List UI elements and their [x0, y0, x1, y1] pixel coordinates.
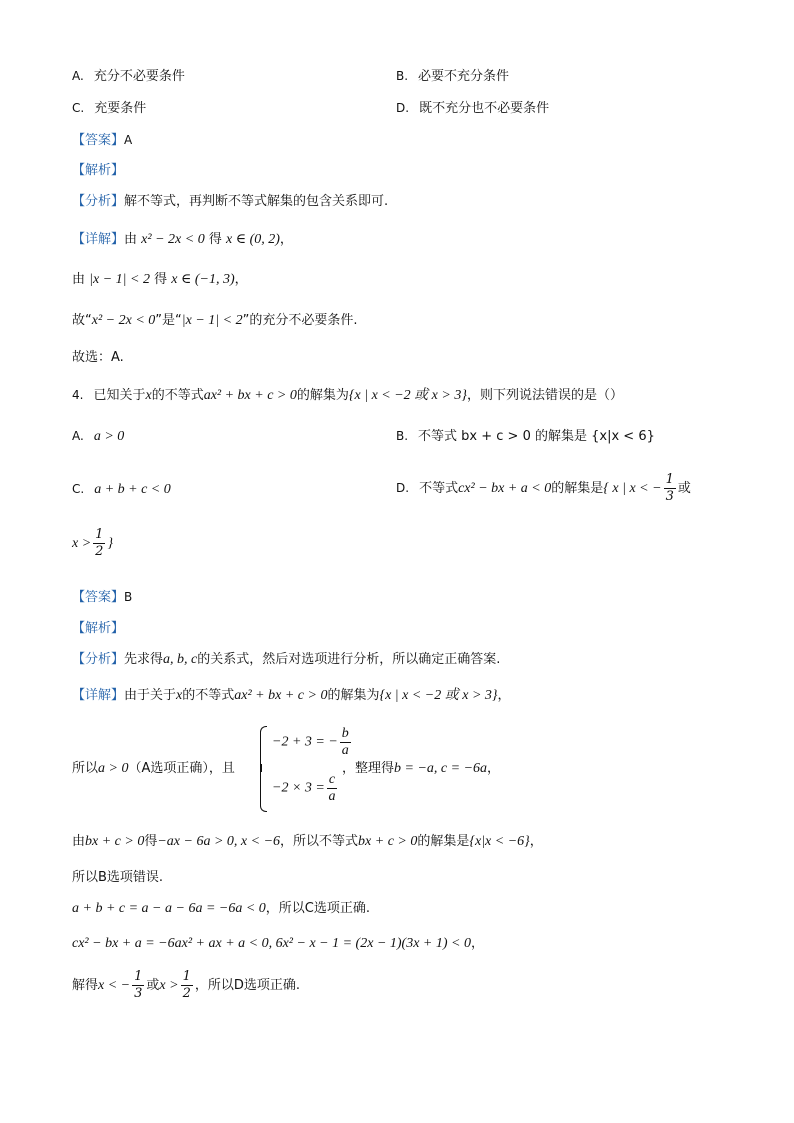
- option-label: A.: [72, 69, 84, 83]
- text: 故“: [72, 313, 92, 328]
- option-label: C.: [72, 482, 85, 496]
- option-text: a + b + c < 0: [94, 482, 171, 497]
- text: 得: [144, 834, 158, 849]
- math-expr: a > 0: [98, 761, 129, 776]
- math-expr: ax² + bx + c > 0: [234, 688, 328, 703]
- text: ，所以不等式: [280, 834, 359, 849]
- fraction: [340, 726, 351, 759]
- text: 的解集是: [417, 834, 470, 849]
- text: ，: [279, 232, 293, 247]
- text: 的解集是: [551, 481, 604, 496]
- frac-den: a: [341, 743, 349, 758]
- math-expr: x >: [72, 536, 92, 551]
- equation-1: [272, 726, 353, 759]
- text: 由: [72, 834, 86, 849]
- text: 先求得: [124, 652, 164, 667]
- text: 解得: [72, 978, 99, 993]
- q4-detail-line-7: [72, 966, 300, 1006]
- q4-detail-line-4: [72, 869, 163, 887]
- math-expr: |x − 1| < 2: [181, 313, 243, 328]
- text: ”的充分不必要条件.: [242, 313, 358, 328]
- math-set: {x | x < −2 或 x > 3}: [348, 388, 467, 403]
- text: ，整理得: [342, 761, 395, 776]
- math-var: x: [145, 388, 152, 403]
- frac-num: 1: [134, 969, 143, 984]
- text: 得: [208, 232, 222, 247]
- text: 由: [72, 272, 86, 287]
- q4-answer: [72, 588, 142, 607]
- text: 所以: [72, 761, 99, 776]
- eq-left: −2 × 3 =: [272, 780, 325, 796]
- q4-detail-line-2-right: [342, 760, 500, 778]
- math-expr: x ∈ (0, 2): [226, 232, 280, 247]
- answer-value: A: [124, 133, 133, 147]
- answer-value: B: [124, 590, 133, 604]
- q4-stem: [72, 386, 623, 405]
- text: ，: [497, 688, 511, 703]
- text: ，: [234, 272, 248, 287]
- text: 或: [677, 481, 691, 496]
- text: 已知关于: [93, 388, 146, 403]
- frac-den: a: [328, 789, 336, 804]
- text: ，: [487, 761, 501, 776]
- frac-den: 3: [665, 489, 674, 504]
- math-expr: bx + c > 0: [85, 834, 145, 849]
- option-label: C.: [72, 101, 85, 115]
- fraction: [664, 472, 676, 505]
- option-text: 既不充分也不必要条件: [419, 101, 550, 116]
- option-text: 充要条件: [94, 101, 147, 116]
- q4-jiexi: [72, 620, 124, 638]
- q3-option-b[interactable]: [396, 67, 509, 86]
- option-text: a > 0: [93, 429, 125, 444]
- q4-detail-line-3: [72, 833, 543, 851]
- option-label: D.: [396, 481, 410, 495]
- frac-den: 3: [134, 986, 143, 1001]
- left-brace-nub: [255, 764, 262, 772]
- math-expr: cx² − bx + a = −6ax² + ax + a < 0, 6x² − x − 1 = (2x − 1)(3x + 1) < 0: [72, 936, 471, 951]
- answer-tag: 【答案】: [72, 590, 125, 605]
- math-expr: −ax − 6a > 0, x < −6: [157, 834, 281, 849]
- q4-option-a[interactable]: [72, 427, 124, 446]
- q3-fenxi: [72, 193, 388, 211]
- jiexi-tag: 【解析】: [72, 621, 125, 636]
- math-expr: x² − 2x < 0: [91, 313, 156, 328]
- frac-num: 1: [95, 527, 104, 542]
- q3-detail-line-1: [72, 231, 293, 249]
- text: ，所以D选项正确.: [194, 978, 301, 993]
- fenxi-tag: 【分析】: [72, 194, 125, 209]
- q4-detail-line-5: [72, 900, 370, 918]
- fraction: [132, 969, 144, 1002]
- text: ，所以C选项正确.: [265, 901, 371, 916]
- question-number: 4.: [72, 388, 84, 402]
- math-set: {x | x < −2 或 x > 3}: [379, 688, 498, 703]
- math-var: x: [176, 688, 183, 703]
- option-text: 充分不必要条件: [93, 69, 185, 84]
- text: ，: [529, 834, 543, 849]
- q3-option-a[interactable]: [72, 67, 185, 86]
- answer-tag: 【答案】: [72, 133, 125, 148]
- q4-fenxi: [72, 651, 500, 669]
- text: 或: [146, 978, 160, 993]
- q4-option-c[interactable]: [72, 480, 171, 499]
- q4-option-b[interactable]: [396, 427, 655, 446]
- xiangjie-tag: 【详解】: [72, 232, 125, 247]
- fraction: [181, 969, 193, 1002]
- eq-left: −2 + 3 = −: [272, 734, 338, 750]
- fenxi-tag: 【分析】: [72, 652, 125, 667]
- fraction: [327, 772, 337, 805]
- math-expr: a, b, c: [163, 652, 198, 667]
- equation-system: [258, 726, 348, 812]
- math-expr: x < −: [98, 978, 131, 993]
- math-expr: bx + c > 0: [358, 834, 418, 849]
- fraction: [93, 527, 105, 560]
- text: 的解集为: [296, 388, 349, 403]
- text: （A选项正确），且: [128, 761, 235, 776]
- text: 的解集为: [327, 688, 380, 703]
- math-expr: a + b + c = a − a − 6a = −6a < 0: [72, 901, 266, 916]
- q3-answer: [72, 131, 142, 150]
- text: 得: [154, 272, 168, 287]
- text: 由于关于: [124, 688, 177, 703]
- text: 的关系式，然后对选项进行分析，所以确定正确答案.: [197, 652, 501, 667]
- math-expr: |x − 1| < 2: [89, 272, 150, 287]
- option-label: A.: [72, 429, 84, 443]
- math-set: { x | x < −: [603, 481, 662, 496]
- q4-detail-line-2-left: [72, 760, 235, 778]
- option-label: D.: [396, 101, 410, 115]
- math-set: {x|x < −6}: [469, 834, 530, 849]
- q3-jiexi: [72, 162, 124, 180]
- option-label: B.: [396, 429, 409, 443]
- text: 由: [124, 232, 138, 247]
- text: 的不等式: [182, 688, 235, 703]
- option-text: 必要不充分条件: [418, 69, 510, 84]
- frac-den: 2: [95, 544, 104, 559]
- math-expr: x² − 2x < 0: [141, 232, 205, 247]
- text: 所以B选项错误.: [72, 870, 164, 885]
- q4-option-d-cont: [72, 524, 113, 564]
- text: 故选：A.: [72, 350, 124, 365]
- frac-num: 1: [665, 472, 674, 487]
- jiexi-tag: 【解析】: [72, 163, 125, 178]
- q3-option-c[interactable]: [72, 99, 146, 118]
- math-expr: b = −a, c = −6a: [394, 761, 488, 776]
- text: ，: [470, 936, 484, 951]
- q4-detail-line-1: [72, 687, 511, 705]
- xiangjie-tag: 【详解】: [72, 688, 125, 703]
- q3-option-d[interactable]: [396, 99, 549, 118]
- q3-detail-line-3: [72, 312, 357, 330]
- math-expr: cx² − bx + a < 0: [458, 481, 552, 496]
- equation-2: [272, 772, 339, 805]
- q4-detail-line-6: [72, 935, 484, 953]
- text: ，则下列说法错误的是（）: [466, 388, 623, 403]
- text: ”是“: [155, 313, 182, 328]
- frac-num: c: [328, 772, 336, 787]
- frac-num: 1: [182, 969, 191, 984]
- math-expr: x >: [159, 978, 179, 993]
- q3-conclusion: [72, 349, 124, 367]
- frac-num: b: [341, 726, 349, 741]
- q4-option-d[interactable]: [396, 468, 691, 509]
- option-text: 不等式 bx + c > 0 的解集是 {x|x < 6}: [418, 429, 655, 444]
- math-expr: ax² + bx + c > 0: [203, 388, 297, 403]
- text: 不等式: [419, 481, 459, 496]
- q3-detail-line-2: [72, 271, 248, 289]
- option-label: B.: [396, 69, 409, 83]
- fenxi-text: 解不等式，再判断不等式解集的包含关系即可.: [124, 194, 389, 209]
- math-expr: x ∈ (−1, 3): [171, 272, 235, 287]
- math-set: }: [107, 536, 114, 551]
- frac-den: 2: [182, 986, 191, 1001]
- text: 的不等式: [151, 388, 204, 403]
